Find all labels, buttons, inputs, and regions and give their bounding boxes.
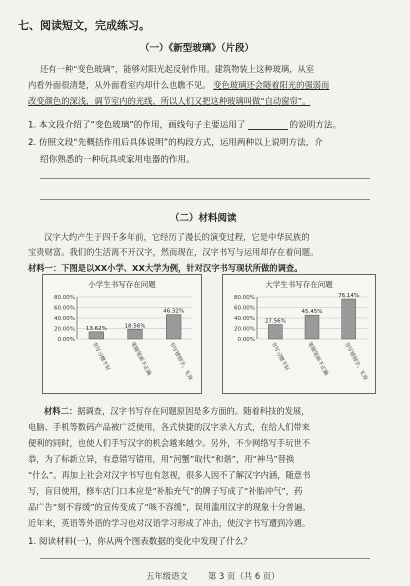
material-2-line-7: 品广告“刻不容缓”的宣传变成了“咳不容缓”，误用滥用汉字的现象十分普遍。 [28, 502, 311, 512]
material-2-line-2: 电脑、手机等数码产品被广泛使用，各式快捷的汉字录入方式，在给人们带来 [28, 422, 311, 432]
question-3: 1. 阅读材料(一)，你从两个图表数据的变化中发现了什么？ [28, 537, 252, 547]
y-tick-label: 0.00% [237, 337, 255, 343]
category-label: 笔顺笔画不正确 [306, 341, 329, 377]
bar [342, 299, 356, 339]
part1-para-line-1: 还有一种“变色玻璃”，能够对阳光起反射作用。建筑物装上这种玻璃，从室 [40, 64, 315, 74]
bar [268, 325, 282, 339]
material-2-line-5: “什么”。再加上社会对汉字书写也有忽视，很多人因不了解汉字内涵，随意书 [28, 470, 311, 480]
material-2-label: 材料二： [44, 406, 78, 416]
bar-value-label: 45.45% [301, 309, 323, 316]
answer-blank-1[interactable] [248, 121, 288, 130]
material-1-text: 材料一：下图是以XX小学、XX大学为例，针对汉字书写现状所做的调查。 [28, 263, 303, 273]
material-2-line-8: 近年来，英语等外语的学习也对汉语学习形成了冲击，使汉字书写遭到冷遇。 [28, 518, 311, 528]
y-tick-label: 0.00% [57, 337, 75, 343]
underlined-sentence-2: 改变颜色的深浅，调节室内的光线，所以人们又把这种玻璃叫做“自动窗帘”。 [28, 96, 311, 106]
bar-value-label: 18.56% [124, 323, 146, 330]
y-tick-label: 20.00% [234, 326, 255, 333]
material-2-line-6: 写，盲目使用，修车店门口本应是“补胎充气”的牌子写成了“补胎冲气”，药 [28, 486, 303, 496]
material-2-line-4: 恭，为了标新立异，有意错写错用，用“河蟹”取代“和谐”，用“神马”替换 [28, 454, 295, 464]
y-tick-label: 80.00% [54, 295, 75, 301]
part2-intro-line-1: 汉字大约产生于四千多年前，它经历了漫长的演变过程，它是中华民族的 [44, 232, 310, 242]
category-label: 书写错别字、无效 [342, 341, 369, 382]
y-tick-label: 80.00% [234, 295, 255, 301]
y-tick-label: 60.00% [54, 305, 75, 312]
answer-line-2[interactable] [40, 199, 370, 200]
bar [89, 332, 104, 339]
bar [305, 315, 319, 339]
part1-heading: （一）《新型玻璃》（片段） [140, 43, 255, 54]
category-label: 书写习惯不好 [269, 341, 290, 373]
chart-primary-school [42, 274, 202, 394]
bar [128, 329, 143, 339]
part2-intro-line-2: 宝贵财富。我们的生活离不开汉字，然而现在，汉字书写与运用却存在着问题。 [28, 247, 319, 257]
question-2-line-2: 绍你熟悉的一种玩具或家用电器的作用。 [40, 155, 195, 165]
part1-para-line-2: 内看外面很清楚，从外面看室内却什么也瞧不见。 [28, 80, 211, 90]
footer-grade: 五年级语文 [146, 571, 188, 581]
answer-line-1[interactable] [40, 178, 370, 179]
y-tick-label: 60.00% [234, 305, 255, 312]
material-2-line-1 [44, 407, 310, 415]
footer-page-number: 第 3 页（共 6 页） [208, 571, 280, 581]
chart-university [222, 274, 376, 394]
part1-para-line-2a [28, 81, 329, 89]
material-2-line-3: 便利的同时，也使人们手写汉字的机会越来越少。另外，不少网络写手玩世不 [28, 438, 311, 448]
y-tick-label: 40.00% [234, 316, 255, 322]
question-1 [28, 121, 341, 130]
question-1-text-b: 的说明方法。 [289, 120, 342, 131]
answer-line-3[interactable] [40, 558, 370, 559]
y-tick-label: 20.00% [54, 326, 75, 333]
material-2-line-1-text: 据调查，汉字书写存在问题原因是多方面的。随着科技的发展， [77, 406, 310, 416]
part2-heading: （二）材料阅读 [170, 213, 237, 224]
bar-value-label: 46.32% [163, 308, 185, 315]
bar-value-label: 27.56% [264, 318, 286, 325]
category-label: 书写习惯不好 [90, 341, 111, 373]
chart-primary-svg [43, 275, 201, 393]
chart-university-svg [223, 275, 375, 393]
chart-title: 大学生书写存在问题 [265, 280, 333, 289]
bar-value-label: 76.14% [338, 293, 360, 300]
category-label: 书写错别字、无效 [167, 341, 194, 382]
section-title: 七、阅读短文，完成练习。 [18, 19, 150, 32]
underlined-sentence-1: 变色玻璃还会随着阳光的强弱而 [213, 80, 330, 90]
bar-value-label: 13.62% [85, 325, 107, 332]
bar [166, 315, 181, 339]
question-2-line-1: 2. 仿照文段“先概括作用后具体说明”的构段方式，运用两种以上说明方法，介 [28, 138, 323, 148]
y-tick-label: 40.00% [54, 316, 75, 322]
category-label: 笔顺笔画不正确 [129, 341, 152, 377]
chart-title: 小学生书写存在问题 [88, 280, 156, 289]
question-1-text-a: 1. 本文段介绍了“变色玻璃”的作用，画线句子主要运用了 [28, 120, 246, 131]
